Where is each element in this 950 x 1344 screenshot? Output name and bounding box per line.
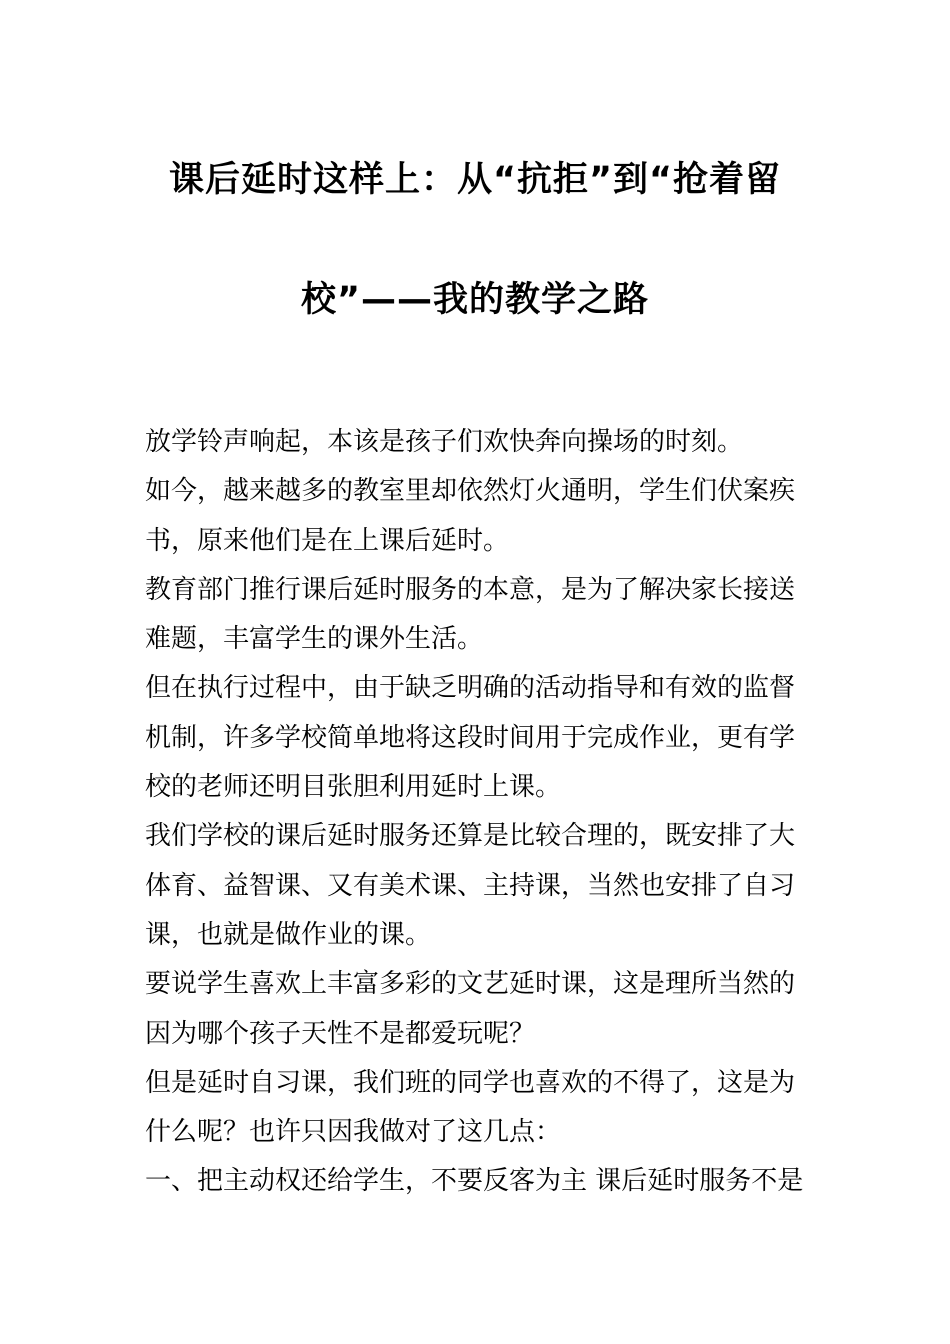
body-line: 放学铃声响起，本该是孩子们欢快奔向操场的时刻。 — [145, 427, 744, 457]
body-line: 但在执行过程中，由于缺乏明确的活动指导和有效的监督 — [145, 673, 796, 704]
body-line: 如今，越来越多的教室里却依然灯火通明，学生们伏案疾 — [145, 476, 796, 507]
body-line: 难题，丰富学生的课外生活。 — [145, 624, 484, 655]
body-line: 什么呢？也许只因我做对了这几点： — [145, 1117, 562, 1148]
body-line: 要说学生喜欢上丰富多彩的文艺延时课，这是理所当然的 — [145, 969, 796, 1000]
body-line: 教育部门推行课后延时服务的本意，是为了解决家长接送 — [145, 574, 796, 605]
body-line: 我们学校的课后延时服务还算是比较合理的，既安排了大 — [145, 821, 796, 852]
body-line: 体育、益智课、又有美术课、主持课，当然也安排了自习 — [145, 870, 796, 901]
body-text — [145, 418, 815, 1207]
title-line-1: 课后延时这样上：从“抗拒”到“抢着留 — [168, 160, 781, 200]
body-line: 机制，许多学校简单地将这段时间用于完成作业，更有学 — [145, 722, 796, 753]
body-line: 一、把主动权还给学生，不要反客为主 课后延时服务不是 — [145, 1166, 804, 1197]
title-line-2: 校”——我的教学之路 — [300, 280, 649, 320]
body-line: 书，原来他们是在上课后延时。 — [145, 525, 510, 556]
body-line: 但是延时自习课，我们班的同学也喜欢的不得了，这是为 — [145, 1067, 796, 1098]
body-line: 因为哪个孩子天性不是都爱玩呢？ — [145, 1018, 536, 1049]
body-line: 课，也就是做作业的课。 — [145, 919, 432, 950]
body-line: 校的老师还明目张胆利用延时上课。 — [145, 772, 562, 803]
